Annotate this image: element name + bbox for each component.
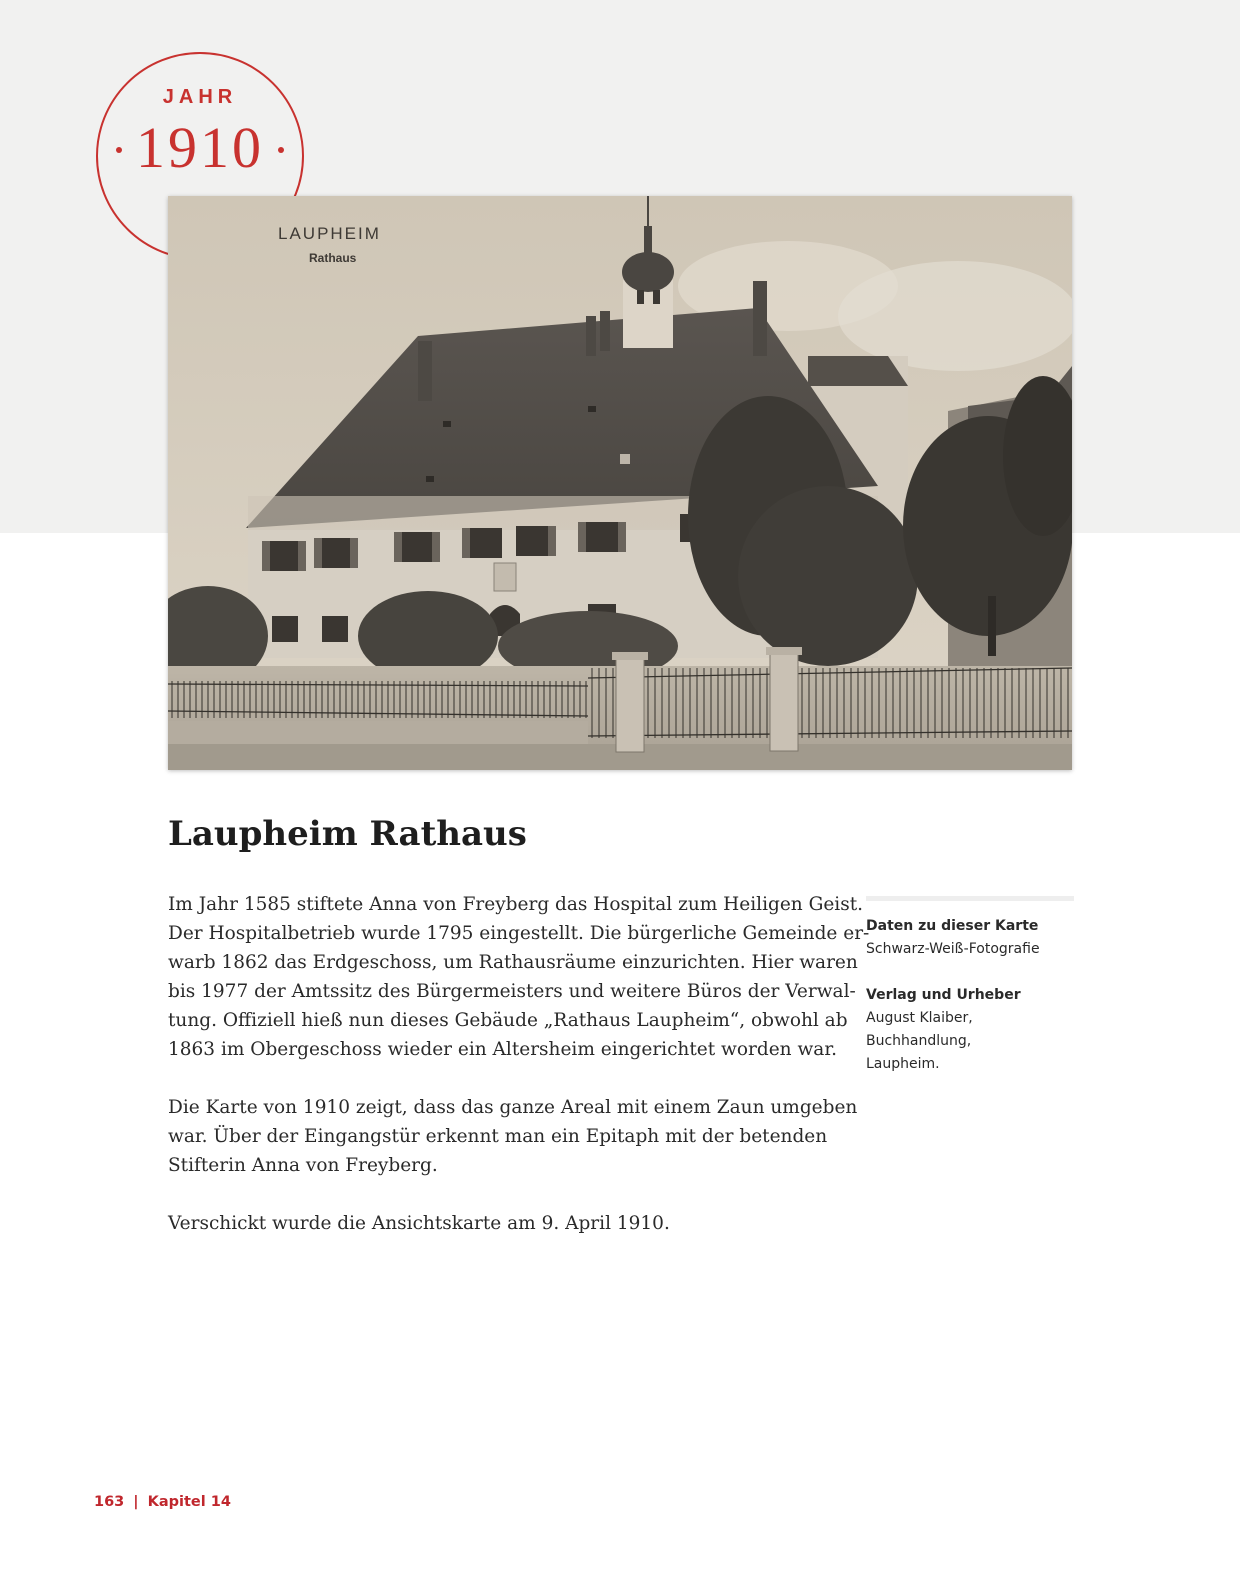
article-title: Laupheim Rathaus xyxy=(168,814,527,854)
postcard-caption-subtitle: Rathaus xyxy=(309,251,357,265)
stamp-dot-left xyxy=(116,147,122,153)
text-line: warb 1862 das Erdgeschoss, um Rathausräume einzurichten. Hier waren xyxy=(168,952,858,973)
stamp-dot-right xyxy=(278,147,284,153)
card-data-label: Daten zu dieser Karte xyxy=(866,918,1039,934)
paragraph-2 xyxy=(168,1093,858,1180)
footer-separator: | xyxy=(133,1494,139,1510)
stamp-year: 1910 xyxy=(136,115,264,180)
paragraph-1 xyxy=(168,890,870,1064)
text-line: tung. Offiziell hieß nun dieses Gebäude „Rathaus Laupheim“, obwohl ab xyxy=(168,1010,848,1031)
text-line: Verschickt wurde die Ansichtskarte am 9. April 1910. xyxy=(168,1213,670,1234)
publisher-value-line2: Laupheim. xyxy=(866,1056,940,1072)
page-footer xyxy=(94,1494,231,1510)
publisher-group xyxy=(866,984,1074,1076)
postcard-photo xyxy=(168,196,1072,770)
text-line: Stifterin Anna von Freyberg. xyxy=(168,1155,438,1176)
card-data-value: Schwarz-Weiß-Fotografie xyxy=(866,941,1040,957)
publisher-value-line1: August Klaiber, Buchhandlung, xyxy=(866,1010,973,1049)
stamp-label: JAHR xyxy=(162,86,238,108)
page-number: 163 xyxy=(94,1494,125,1510)
text-line: Der Hospitalbetrieb wurde 1795 eingestellt. Die bürgerliche Gemeinde er- xyxy=(168,923,870,944)
paragraph-3 xyxy=(168,1209,798,1238)
chapter-label: Kapitel 14 xyxy=(147,1494,231,1510)
text-line: Die Karte von 1910 zeigt, dass das ganze Areal mit einem Zaun umgeben xyxy=(168,1097,858,1118)
publisher-label: Verlag und Urheber xyxy=(866,987,1021,1003)
postcard-caption-title: LAUPHEIM xyxy=(278,224,381,243)
text-line: war. Über der Eingangstür erkennt man ein Epitaph mit der betenden xyxy=(168,1126,828,1147)
text-line: bis 1977 der Amtssitz des Bürgermeisters und weitere Büros der Verwal- xyxy=(168,981,856,1002)
card-info-sidebar xyxy=(866,896,1074,1099)
card-data-group xyxy=(866,915,1074,961)
text-line: 1863 im Obergeschoss wieder ein Altersheim eingerichtet worden war. xyxy=(168,1039,838,1060)
article-body xyxy=(168,890,870,1267)
text-line: Im Jahr 1585 stiftete Anna von Freyberg das Hospital zum Heiligen Geist. xyxy=(168,894,864,915)
